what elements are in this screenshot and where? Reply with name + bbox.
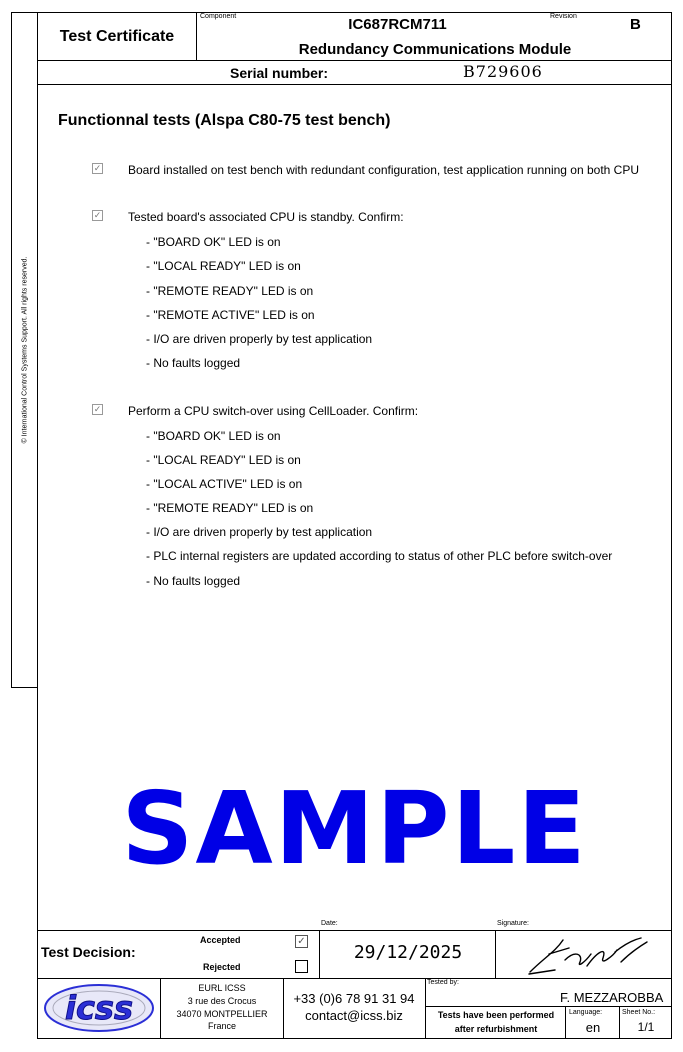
footer-divider — [283, 978, 284, 1039]
signature-label: Signature: — [497, 920, 529, 927]
company-street: 3 rue des Crocus — [187, 996, 257, 1006]
company-country: France — [207, 1021, 236, 1031]
language-value: en — [585, 1020, 601, 1035]
rejected-label: Rejected — [203, 962, 241, 972]
check-3-text: Perform a CPU switch-over using CellLoader. Confirm: — [128, 404, 419, 418]
footer-divider — [425, 1006, 672, 1007]
check-3-item: - "REMOTE READY" LED is on — [146, 501, 314, 515]
footer-divider — [565, 1006, 566, 1039]
check-3-item: - No faults logged — [146, 574, 241, 588]
copyright-sidebar — [11, 12, 37, 688]
tester-name: F. MEZZAROBBA — [560, 990, 664, 1005]
handwritten-signature — [525, 932, 650, 977]
header-divider — [37, 60, 672, 61]
svg-text:icss: icss — [64, 989, 134, 1027]
header-divider — [196, 12, 197, 61]
check-2-item: - "LOCAL READY" LED is on — [146, 259, 301, 273]
revision-value: B — [630, 16, 641, 33]
company-phone: +33 (0)6 78 91 31 94 — [293, 991, 415, 1006]
check-2-item: - "BOARD OK" LED is on — [146, 235, 281, 249]
footer-divider — [495, 930, 496, 978]
check-2-item: - No faults logged — [146, 356, 241, 370]
tested-by-label: Tested by: — [427, 979, 459, 986]
check-2-item: - "REMOTE READY" LED is on — [146, 284, 314, 298]
footer-divider — [37, 978, 672, 979]
serial-number: B729606 — [463, 62, 543, 81]
module-name: Redundancy Communications Module — [298, 41, 572, 58]
header-divider — [37, 84, 672, 85]
check-3-item: - PLC internal registers are updated according to status of other PLC before switch-over — [146, 549, 613, 563]
accepted-label: Accepted — [200, 935, 241, 945]
check-3-checkbox: ✓ — [93, 404, 102, 414]
test-date: 29/12/2025 — [353, 942, 463, 963]
component-part-number: IC687RCM711 — [348, 16, 447, 33]
revision-label: Revision — [550, 13, 577, 20]
serial-label: Serial number: — [230, 65, 329, 81]
check-2-checkbox: ✓ — [93, 210, 102, 220]
section-title: Functionnal tests (Alspa C80-75 test bench) — [58, 112, 391, 129]
refurbishment-note: after refurbishment — [454, 1024, 538, 1034]
sheet-number: 1/1 — [637, 1020, 655, 1034]
footer-divider — [160, 978, 161, 1039]
footer-divider — [619, 1006, 620, 1039]
check-3-item: - I/O are driven properly by test application — [146, 525, 373, 539]
company-email: contact@icss.biz — [305, 1008, 403, 1023]
refurbishment-note: Tests have been performed — [437, 1010, 555, 1020]
check-3-item: - "BOARD OK" LED is on — [146, 429, 281, 443]
certificate-title: Test Certificate — [59, 28, 175, 45]
company-name: EURL ICSS — [198, 983, 246, 993]
sheet-label: Sheet No.: — [622, 1009, 656, 1016]
accepted-checkbox: ✓ — [295, 935, 308, 948]
check-2-item: - "REMOTE ACTIVE" LED is on — [146, 308, 315, 322]
check-2-item: - I/O are driven properly by test application — [146, 332, 373, 346]
company-city: 34070 MONTPELLIER — [176, 1009, 268, 1019]
icss-logo — [42, 982, 156, 1034]
check-1-checkbox: ✓ — [93, 163, 102, 173]
footer-divider — [425, 978, 426, 1039]
component-label: Component — [200, 13, 237, 20]
footer-divider — [37, 930, 672, 931]
sample-watermark: SAMPLE — [121, 770, 588, 887]
copyright-text: © International Control Systems Support. All rights reserved. — [21, 256, 28, 444]
rejected-checkbox — [295, 960, 308, 973]
test-decision-label: Test Decision: — [41, 944, 136, 960]
footer-divider — [319, 930, 320, 978]
check-2-text: Tested board's associated CPU is standby. Confirm: — [128, 210, 404, 224]
check-1-text: Board installed on test bench with redundant configuration, test application running on both CPU — [128, 163, 639, 177]
check-3-item: - "LOCAL READY" LED is on — [146, 453, 301, 467]
date-label: Date: — [321, 920, 338, 927]
language-label: Language: — [569, 1009, 603, 1016]
check-3-item: - "LOCAL ACTIVE" LED is on — [146, 477, 303, 491]
